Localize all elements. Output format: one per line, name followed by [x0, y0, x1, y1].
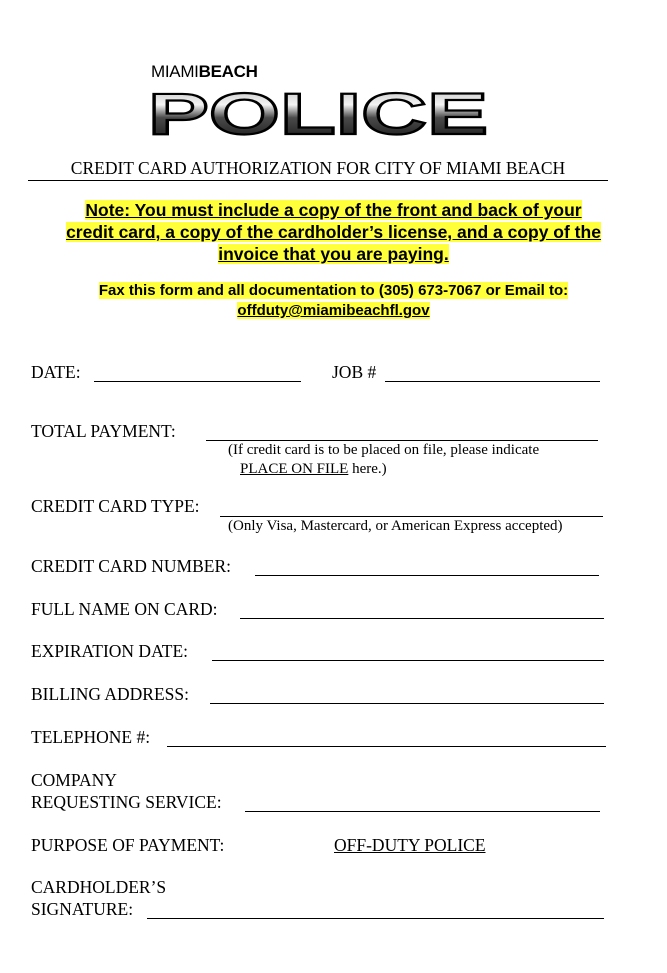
note-block — [20, 199, 647, 265]
here-text: here.) — [348, 461, 387, 477]
card-type-label: CREDIT CARD TYPE: — [31, 496, 200, 516]
title-divider — [28, 180, 608, 181]
card-number-field[interactable] — [255, 575, 599, 576]
total-payment-hint-2 — [240, 460, 387, 479]
logo-subtitle — [151, 62, 258, 82]
purpose-value: OFF-DUTY POLICE — [334, 835, 486, 855]
place-on-file-text: PLACE ON FILE — [240, 461, 349, 477]
fax-instructions — [20, 281, 647, 321]
total-payment-label: TOTAL PAYMENT: — [31, 421, 176, 441]
signature-label-2: SIGNATURE: — [31, 899, 134, 919]
card-type-hint: (Only Visa, Mastercard, or American Express accepted) — [228, 518, 563, 534]
signature-field[interactable] — [147, 918, 604, 919]
telephone-label: TELEPHONE #: — [31, 727, 151, 747]
company-label-2: REQUESTING SERVICE: — [31, 792, 222, 812]
total-payment-hint-1: (If credit card is to be placed on file, please indicate — [228, 442, 540, 458]
form-title: CREDIT CARD AUTHORIZATION FOR CITY OF MIAMI BEACH — [70, 158, 566, 178]
logo-beach: BEACH — [198, 62, 258, 81]
telephone-field[interactable] — [167, 746, 606, 747]
email-link[interactable]: offduty@miamibeachfl.gov — [237, 302, 430, 319]
expiration-field[interactable] — [212, 660, 604, 661]
purpose-label: PURPOSE OF PAYMENT: — [31, 835, 225, 855]
note-line-2: credit card, a copy of the cardholder’s license, and a copy of the — [66, 222, 601, 242]
card-number-label: CREDIT CARD NUMBER: — [31, 556, 231, 576]
note-line-3: invoice that you are paying. — [218, 244, 449, 264]
billing-address-field[interactable] — [210, 703, 604, 704]
date-field[interactable] — [94, 381, 301, 382]
date-label: DATE: — [31, 362, 81, 382]
note-line-1: Note: You must include a copy of the front and back of your — [85, 200, 582, 220]
police-logo — [146, 87, 491, 139]
job-number-field[interactable] — [385, 381, 600, 382]
company-field[interactable] — [245, 811, 600, 812]
signature-label-1: CARDHOLDER’S — [31, 877, 167, 897]
full-name-label: FULL NAME ON CARD: — [31, 599, 218, 619]
logo-police-text: POLICE — [148, 87, 488, 139]
company-label-1: COMPANY — [31, 770, 117, 790]
expiration-label: EXPIRATION DATE: — [31, 641, 189, 661]
fax-line: Fax this form and all documentation to (305) 673-7067 or Email to: — [98, 282, 569, 299]
job-label: JOB # — [332, 362, 377, 382]
billing-address-label: BILLING ADDRESS: — [31, 684, 189, 704]
logo-miami: MIAMI — [151, 62, 199, 81]
full-name-field[interactable] — [240, 618, 604, 619]
